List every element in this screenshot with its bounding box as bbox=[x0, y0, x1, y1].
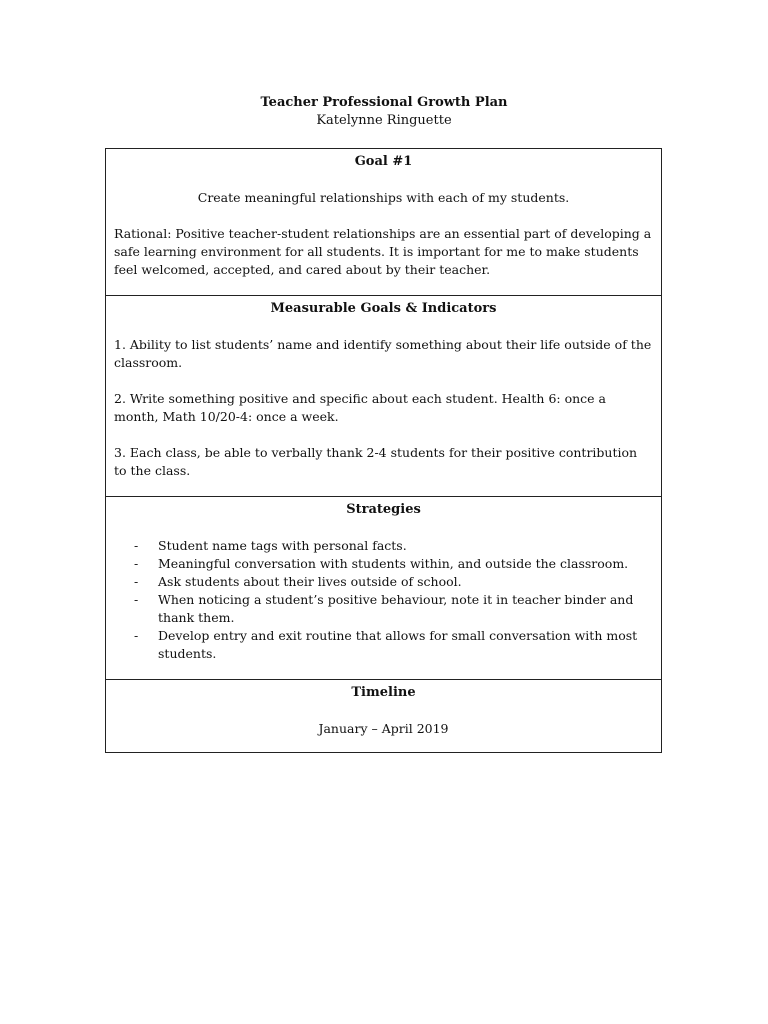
strategy-text: Meaningful conversation with students within, and outside the classroom. bbox=[158, 556, 629, 571]
document-title: Teacher Professional Growth Plan bbox=[260, 95, 508, 110]
goal-heading: Goal #1 bbox=[354, 154, 413, 169]
strategy-text: Develop entry and exit routine that allows for small conversation with most students. bbox=[158, 628, 638, 661]
growth-plan-table bbox=[105, 148, 662, 753]
bullet-dash: - bbox=[134, 574, 139, 589]
document-author: Katelynne Ringuette bbox=[316, 113, 452, 128]
timeline-value: January – April 2019 bbox=[318, 721, 449, 736]
timeline-section bbox=[106, 679, 661, 752]
strategy-item bbox=[114, 627, 653, 663]
bullet-dash: - bbox=[134, 592, 139, 607]
strategy-item bbox=[114, 537, 653, 555]
strategy-text: Ask students about their lives outside of school. bbox=[158, 574, 462, 589]
indicator-item: 3. Each class, be able to verbally thank 2-4 students for their positive contribution to the class. bbox=[114, 445, 638, 478]
strategy-text: When noticing a student’s positive behaviour, note it in teacher binder and thank them. bbox=[158, 592, 634, 625]
indicators-heading: Measurable Goals & Indicators bbox=[270, 301, 497, 316]
goal-rationale: Rational: Positive teacher-student relationships are an essential part of developing a safe learning environment for all students. It is important for me to make students feel welcomed, accepted, and cared about by their teacher. bbox=[114, 226, 652, 277]
goal-statement: Create meaningful relationships with each of my students. bbox=[197, 190, 570, 205]
indicator-item: 1. Ability to list students’ name and identify something about their life outside of the classroom. bbox=[114, 337, 652, 370]
strategy-item bbox=[114, 555, 653, 573]
strategies-section bbox=[106, 496, 661, 679]
strategy-item bbox=[114, 573, 653, 591]
bullet-dash: - bbox=[134, 538, 139, 553]
indicators-section bbox=[106, 295, 661, 496]
strategy-text: Student name tags with personal facts. bbox=[158, 538, 407, 553]
indicator-item: 2. Write something positive and specific about each student. Health 6: once a month, Math 10/20-4: once a week. bbox=[114, 391, 606, 424]
strategies-list bbox=[114, 537, 653, 663]
document-header bbox=[0, 94, 768, 130]
bullet-dash: - bbox=[134, 556, 139, 571]
timeline-heading: Timeline bbox=[351, 685, 416, 700]
bullet-dash: - bbox=[134, 628, 139, 643]
goal-section bbox=[106, 149, 661, 295]
strategy-item bbox=[114, 591, 653, 627]
strategies-heading: Strategies bbox=[346, 502, 421, 517]
